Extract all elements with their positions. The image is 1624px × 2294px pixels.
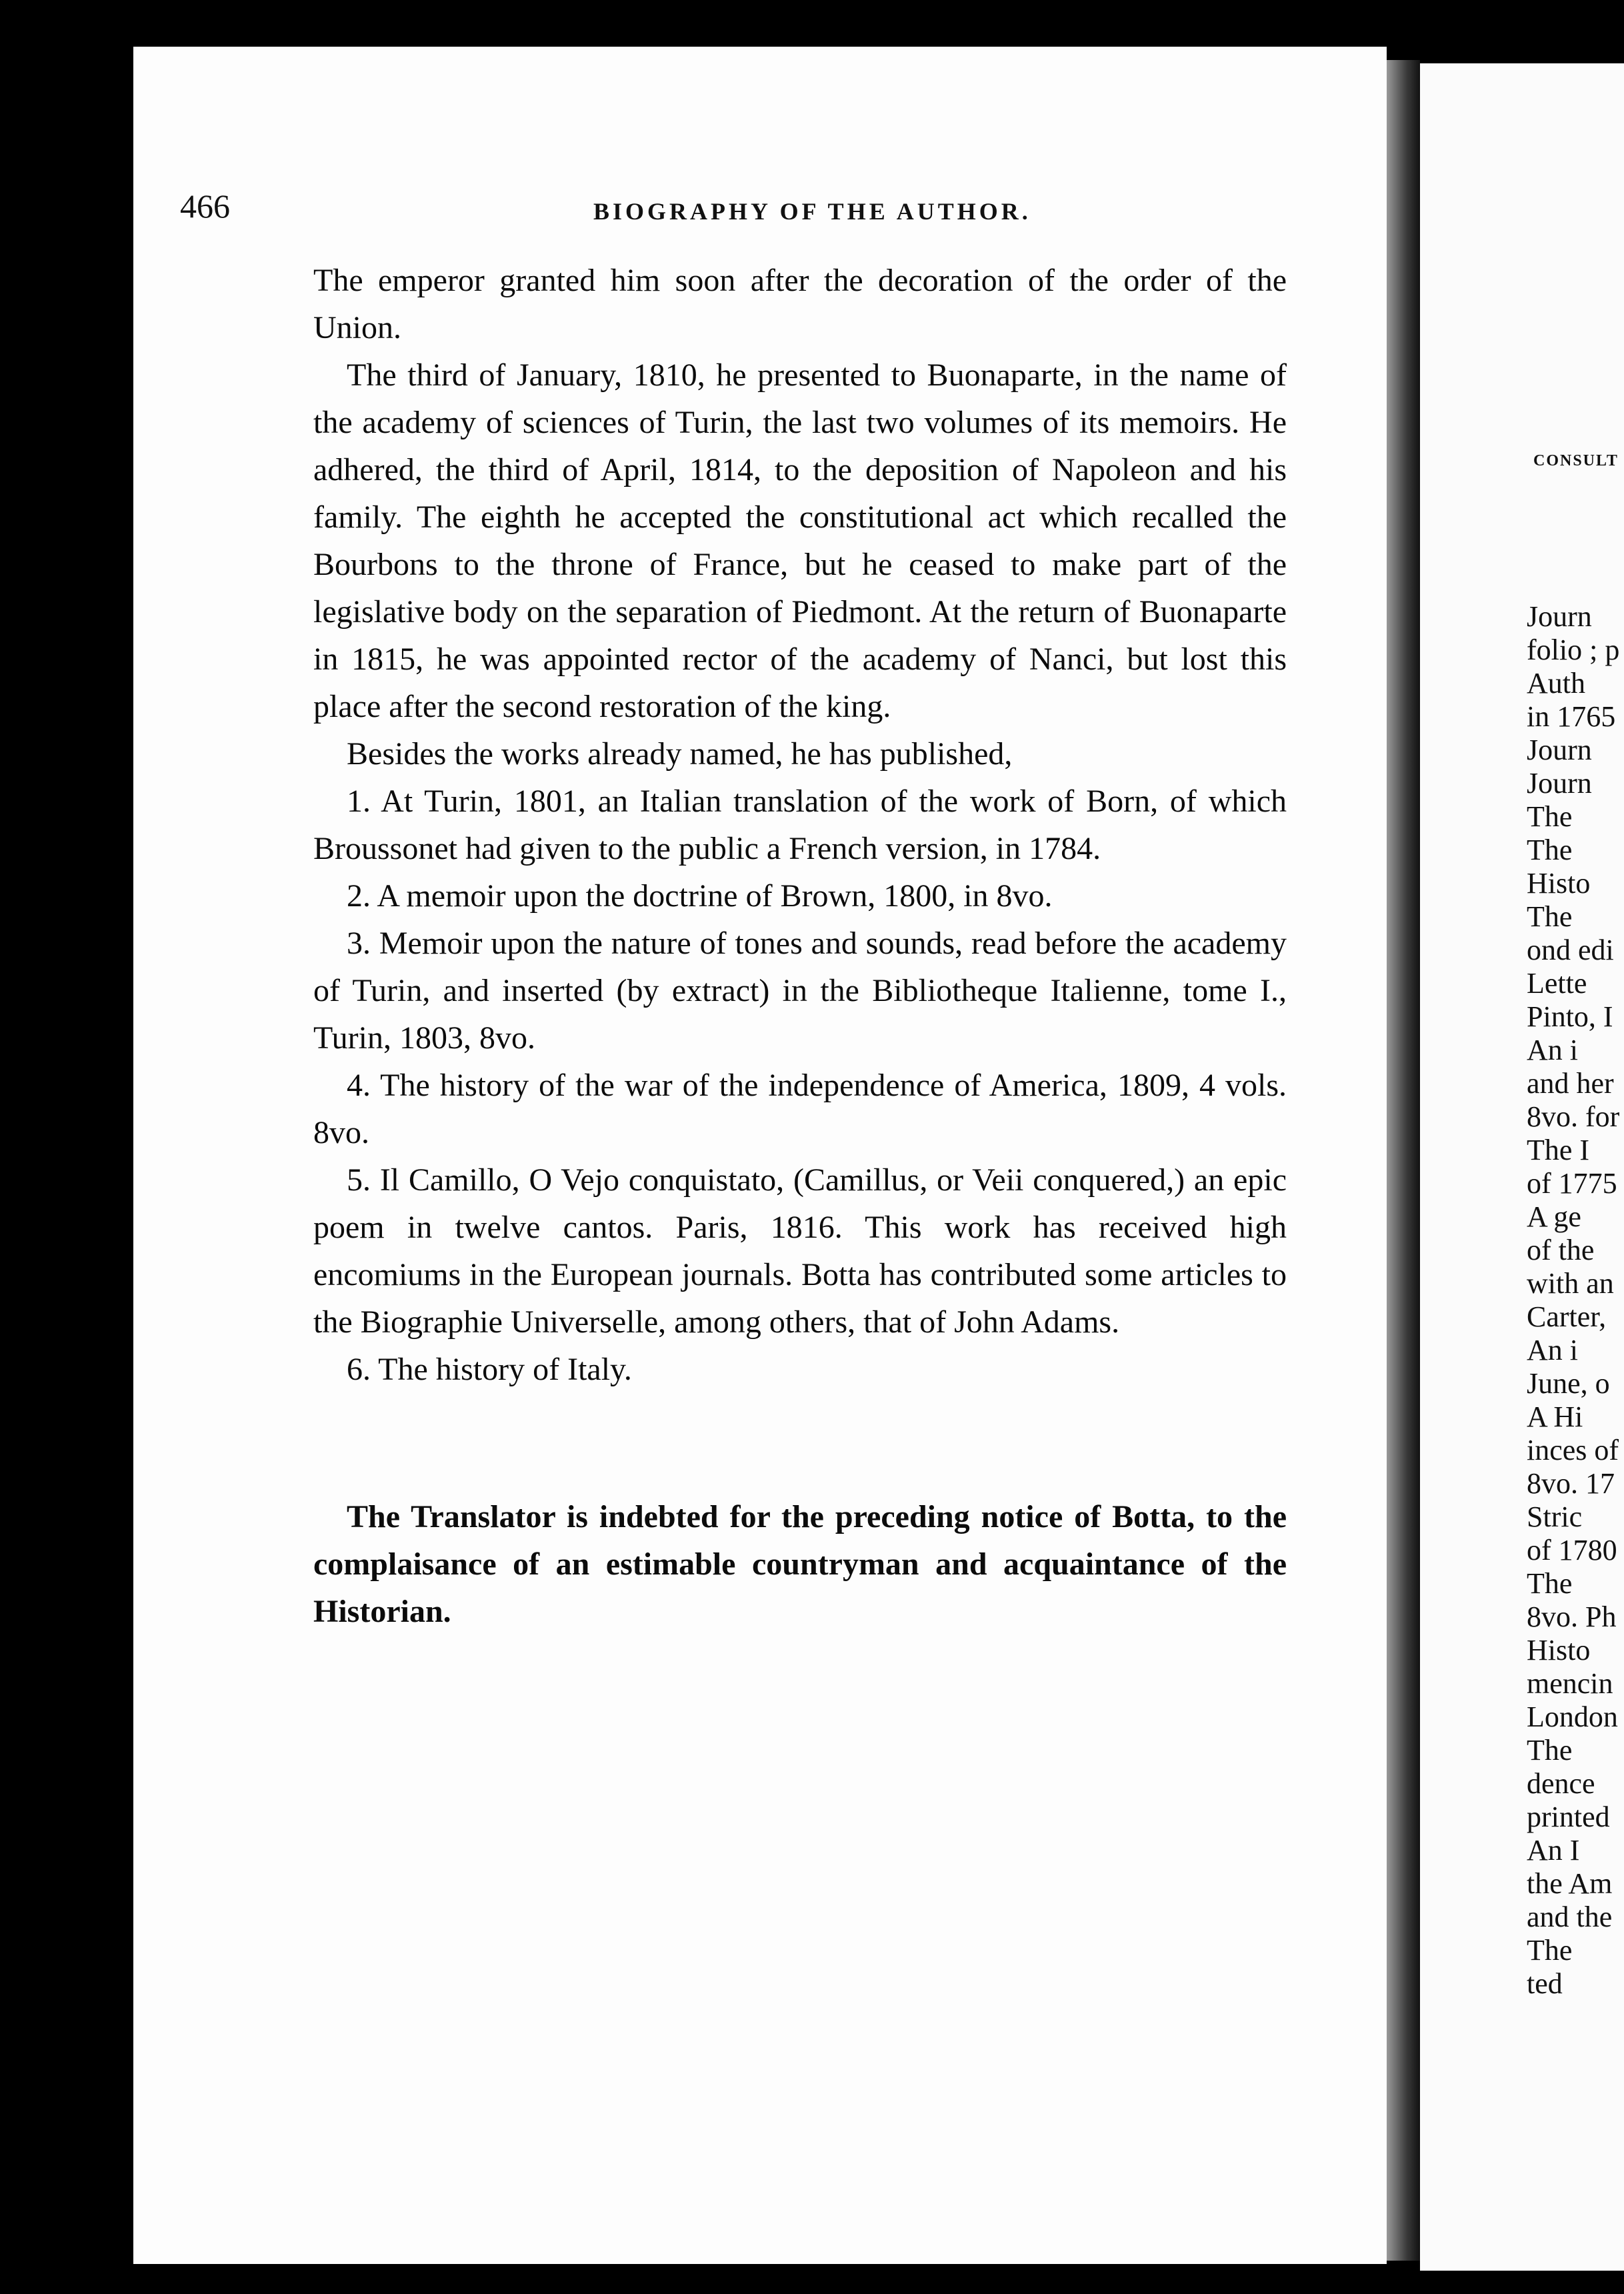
right-page-line: and the	[1527, 1901, 1613, 1933]
right-page-line: The	[1527, 900, 1573, 933]
right-page-line: The I	[1527, 1134, 1590, 1166]
right-page-text	[1527, 600, 1624, 2001]
right-page-line: 8vo. 17	[1527, 1467, 1615, 1500]
right-page-line: printed	[1527, 1801, 1610, 1833]
list-item: 4. The history of the war of the independence of America, 1809, 4 vols. 8vo.	[313, 1068, 1287, 1150]
right-page-line: Journ	[1527, 767, 1592, 800]
right-page-line: dence	[1527, 1767, 1595, 1800]
list-item: 1. At Turin, 1801, an Italian translation of the work of Born, of which Broussonet had given to the public a French version, in 1784.	[313, 784, 1287, 866]
right-page-line: Journ	[1527, 600, 1592, 633]
right-page-line: of the	[1527, 1234, 1595, 1266]
section-gap	[313, 1393, 1287, 1493]
right-page-line: ond edi	[1527, 934, 1614, 966]
list-item: 3. Memoir upon the nature of tones and sounds, read before the academy of Turin, and inserted (by extract) in the Bibliotheque Italienne, tome I., Turin, 1803, 8vo.	[313, 926, 1287, 1056]
translator-note: The Translator is indebted for the preceding notice of Botta, to the complaisance of an estimable countryman and acquaintance of the Historian.	[313, 1499, 1287, 1629]
right-page-line: London	[1527, 1700, 1618, 1733]
right-page-line: The	[1527, 1567, 1573, 1600]
right-page-line: Pinto, I	[1527, 1000, 1613, 1033]
right-page-line: Journ	[1527, 734, 1592, 766]
right-page-line: mencin	[1527, 1667, 1613, 1700]
right-page-line: The	[1527, 1934, 1573, 1967]
right-page-line: 8vo. Ph	[1527, 1600, 1617, 1633]
running-head-title: BIOGRAPHY OF THE AUTHOR.	[593, 198, 1031, 225]
right-page-line: Stric	[1527, 1500, 1583, 1533]
right-page-line: inces of	[1527, 1434, 1619, 1466]
paragraph: The emperor granted him soon after the decoration of the order of the Union.	[313, 263, 1287, 345]
right-page-line: An i	[1527, 1034, 1578, 1066]
running-header	[180, 187, 1287, 233]
right-page-line: of 1780	[1527, 1534, 1617, 1566]
right-page-line: in 1765	[1527, 700, 1616, 733]
right-page-line: June, o	[1527, 1367, 1610, 1400]
paragraph: The third of January, 1810, he presented to Buonaparte, in the name of the academy of sciences of Turin, the last two volumes of its memoirs. He adhered, the third of April, 1814, to the deposition of Napoleon and his family. The eighth he accepted the constitutional act which recalled the Bourbons to the throne of France, but he ceased to make part of the legislative body on the separation of Piedmont. At the return of Buonaparte in 1815, he was appointed rector of the academy of Nanci, but lost this place after the second restoration of the king.	[313, 357, 1287, 724]
right-page-line: Auth	[1527, 667, 1585, 700]
right-page-line: Histo	[1527, 867, 1591, 900]
right-page-line: The	[1527, 834, 1573, 866]
right-page-header: CONSULT	[1533, 452, 1619, 469]
right-page-line: Lette	[1527, 967, 1587, 1000]
list-item: 6. The history of Italy.	[347, 1352, 632, 1387]
right-page-line: the Am	[1527, 1867, 1613, 1900]
right-page-line: Carter,	[1527, 1300, 1607, 1333]
right-page-line: with an	[1527, 1267, 1614, 1300]
right-page-line: An i	[1527, 1334, 1578, 1366]
right-page-line: An I	[1527, 1834, 1580, 1867]
right-page-line: A Hi	[1527, 1400, 1583, 1433]
right-page-line: Histo	[1527, 1634, 1591, 1666]
list-item: 2. A memoir upon the doctrine of Brown, 1800, in 8vo.	[347, 878, 1053, 914]
list-item: 5. Il Camillo, O Vejo conquistato, (Camillus, or Veii conquered,) an epic poem in twelve cantos. Paris, 1816. This work has received high encomiums in the European journals. Botta has contributed some articles to the Biographie Universelle, among others, that of John Adams.	[313, 1162, 1287, 1340]
page-body	[313, 257, 1287, 1635]
page-number: 466	[180, 187, 230, 225]
right-page-line: and her	[1527, 1067, 1614, 1100]
right-page-line: folio ; p	[1527, 634, 1620, 666]
right-page-line: of 1775	[1527, 1167, 1617, 1200]
paragraph: Besides the works already named, he has published,	[347, 736, 1013, 772]
right-page-line: A ge	[1527, 1200, 1581, 1233]
book-gutter	[1387, 60, 1420, 2261]
right-page-line: The	[1527, 800, 1573, 833]
right-page-line: The	[1527, 1734, 1573, 1767]
right-page-line: 8vo. for	[1527, 1100, 1620, 1133]
right-page-line: ted	[1527, 1967, 1563, 2000]
